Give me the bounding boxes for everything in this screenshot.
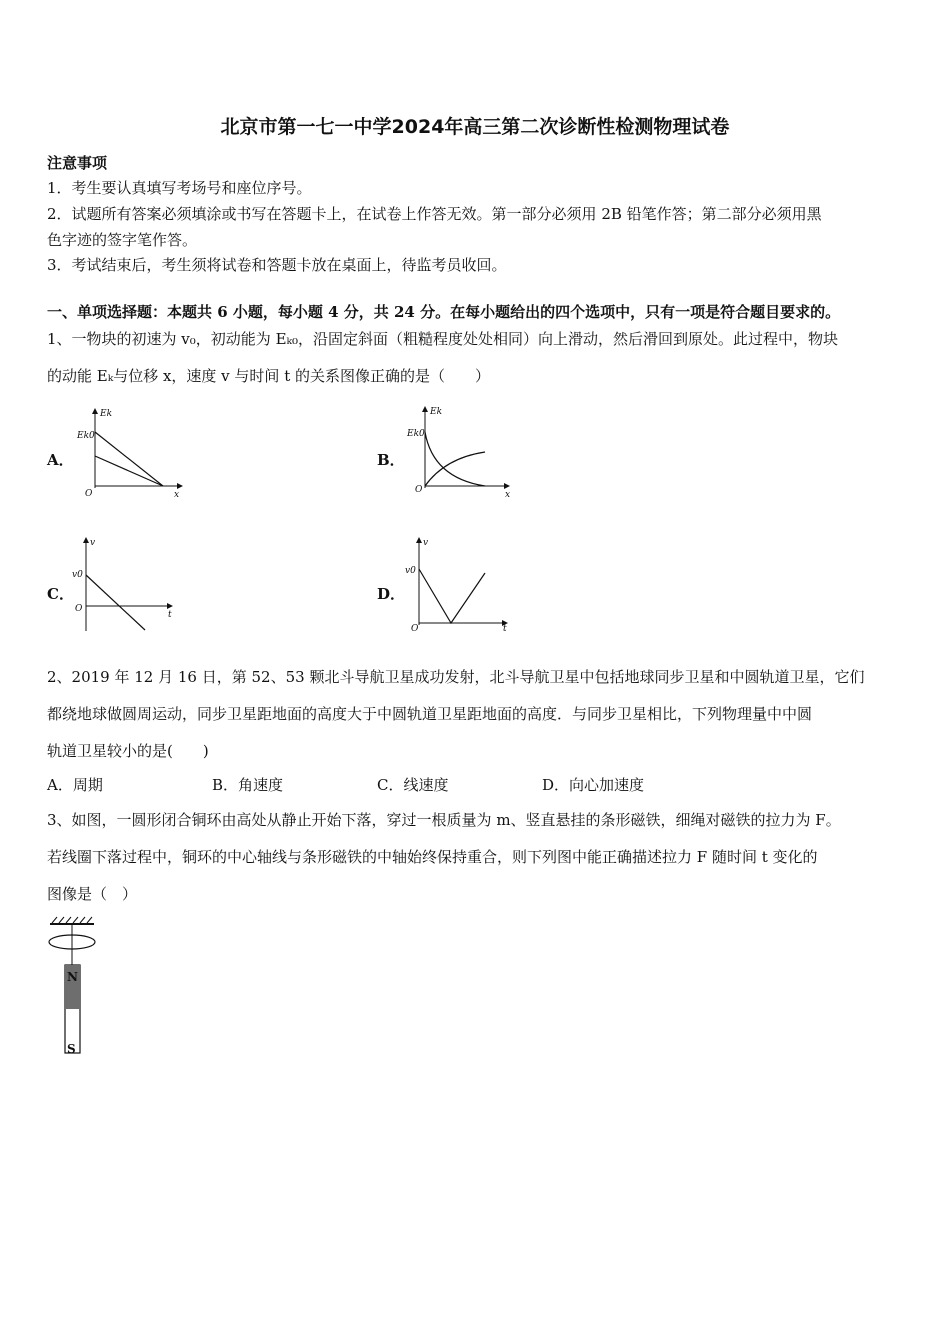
- axis-label-v0: v0: [72, 570, 83, 580]
- q3-text-line1: 3、如图，一圆形闭合铜环由高处从静止开始下落，穿过一根质量为 m、竖直悬挂的条形磁铁，细绳对磁铁的拉力为 F。: [47, 811, 841, 829]
- axis-label-t: t: [168, 610, 172, 620]
- q2-text-line1: 2、2019 年 12 月 16 日，第 52、53 颗北斗导航卫星成功发射，北斗导航卫星中包括地球同步卫星和中圆轨道卫星，它们: [47, 668, 865, 686]
- magnet-ring-figure: [44, 915, 114, 1060]
- notice-heading: 注意事项: [47, 154, 108, 172]
- q1-graph-a: [75, 400, 195, 500]
- notice-item: 色字迹的签字笔作答。: [47, 231, 198, 249]
- axis-label-ek0: Ek0: [77, 431, 95, 441]
- axis-origin: O: [75, 604, 83, 614]
- section-heading: 一、单项选择题：本题共 6 小题，每小题 4 分，共 24 分。在每小题给出的四个选项中，只有一项是符合题目要求的。: [47, 303, 841, 321]
- notice-item: 2．试题所有答案必须填涂或书写在答题卡上，在试卷上作答无效。第一部分必须用 2B 铅笔作答；第二部分必须用黑: [47, 205, 822, 223]
- magnet-north-label: N: [67, 970, 78, 984]
- axis-label-x: x: [174, 490, 180, 500]
- axis-origin: O: [411, 624, 419, 633]
- q1-option-d-label[interactable]: D．: [377, 585, 406, 603]
- q3-text-line2: 若线圈下落过程中，铜环的中心轴线与条形磁铁的中轴始终保持重合，则下列图中能正确描述拉力 F 随时间 t 变化的: [47, 848, 818, 866]
- axis-label-x: x: [505, 490, 511, 500]
- q1-option-c-label[interactable]: C．: [47, 585, 74, 603]
- q2-choice-c[interactable]: C．线速度: [377, 776, 449, 794]
- notice-item: 1．考生要认真填写考场号和座位序号。: [47, 179, 312, 197]
- q2-choice-a[interactable]: A．周期: [47, 776, 103, 794]
- axis-label-v0: v0: [405, 566, 416, 576]
- q1-option-b-label[interactable]: B．: [377, 451, 405, 469]
- q1-graph-b: [405, 400, 525, 500]
- q1-graph-c: [70, 533, 190, 633]
- q1-text-line2: 的动能 Eₖ与位移 x，速度 v 与时间 t 的关系图像正确的是（ ）: [47, 367, 490, 385]
- axis-label-v: v: [423, 538, 429, 548]
- q2-text-line2: 都绕地球做圆周运动，同步卫星距地面的高度大于中圆轨道卫星距地面的高度．与同步卫星相比，下列物理量中中圆: [47, 705, 813, 723]
- notice-item: 3．考试结束后，考生须将试卷和答题卡放在桌面上，待监考员收回。: [47, 256, 507, 274]
- axis-label-ek0: Ek0: [407, 429, 425, 439]
- q3-text-line3: 图像是（ ）: [47, 885, 138, 903]
- axis-label-t: t: [503, 624, 507, 633]
- axis-label-ek: Ek: [430, 407, 443, 417]
- q2-choice-b[interactable]: B．角速度: [212, 776, 284, 794]
- axis-origin: O: [415, 485, 423, 495]
- magnet-south-label: S: [67, 1042, 76, 1056]
- q1-option-a-label[interactable]: A．: [47, 451, 74, 469]
- page-title: 北京市第一七一中学2024年高三第二次诊断性检测物理试卷: [220, 116, 730, 138]
- q1-text-line1: 1、一物块的初速为 v₀，初动能为 Eₖ₀，沿固定斜面（粗糙程度处处相同）向上滑动，然后滑回到原处。此过程中，物块: [47, 330, 839, 348]
- axis-origin: O: [85, 489, 93, 499]
- axis-label-ek: Ek: [100, 409, 113, 419]
- q2-text-line3: 轨道卫星较小的是( ): [47, 742, 209, 760]
- q2-choice-d[interactable]: D．向心加速度: [542, 776, 645, 794]
- axis-label-v: v: [90, 538, 96, 548]
- q1-graph-d: [403, 533, 523, 633]
